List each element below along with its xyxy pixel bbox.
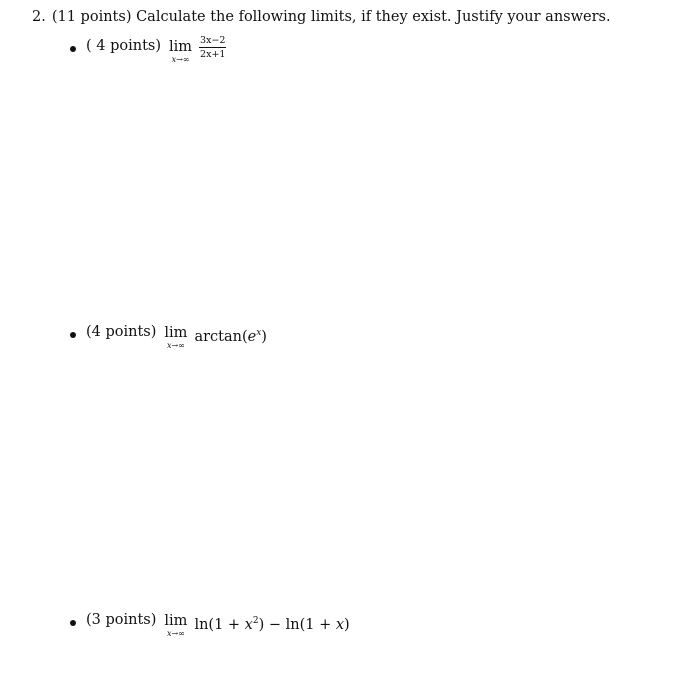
limit-operator bbox=[164, 324, 187, 350]
question-text: (11 points) Calculate the following limits, if they exist. Justify your answers. bbox=[51, 9, 611, 25]
fraction-denominator: 2x+1 bbox=[200, 49, 226, 60]
exponent: 2 bbox=[252, 616, 259, 626]
part-b bbox=[70, 324, 267, 350]
lim-subscript: x→∞ bbox=[166, 629, 185, 638]
lim-label: lim bbox=[164, 613, 188, 629]
limit-operator bbox=[169, 38, 192, 64]
base-variable: e bbox=[247, 329, 257, 345]
lim-subscript: x→∞ bbox=[171, 55, 190, 64]
variable-x: x bbox=[335, 617, 345, 633]
fraction bbox=[199, 35, 226, 60]
part-c bbox=[70, 612, 350, 638]
part-a bbox=[70, 35, 226, 64]
fraction-numerator: 3x−2 bbox=[200, 35, 226, 46]
bullet-icon bbox=[70, 332, 76, 338]
part-b-points: (4 points) bbox=[86, 324, 157, 340]
bullet-icon bbox=[70, 620, 76, 626]
limit-expression bbox=[194, 612, 349, 634]
expr-part-b: ) − ln(1 + bbox=[258, 617, 336, 633]
lim-label: lim bbox=[164, 325, 188, 341]
lim-subscript: x→∞ bbox=[166, 341, 185, 350]
expr-part-a: ln(1 + bbox=[194, 617, 245, 633]
limit-operator bbox=[164, 612, 187, 638]
limit-expression bbox=[194, 324, 267, 346]
lim-label: lim bbox=[169, 39, 193, 55]
part-a-points: ( 4 points) bbox=[86, 38, 162, 54]
bullet-icon bbox=[70, 46, 76, 52]
part-c-points: (3 points) bbox=[86, 612, 157, 628]
question-number: 2. bbox=[32, 9, 46, 25]
expr-part-c: ) bbox=[344, 617, 350, 633]
function-name: arctan( bbox=[194, 329, 248, 345]
question-heading bbox=[32, 9, 611, 25]
variable-x: x bbox=[244, 617, 253, 633]
exponent: x bbox=[256, 328, 262, 338]
close-paren: ) bbox=[261, 329, 267, 345]
